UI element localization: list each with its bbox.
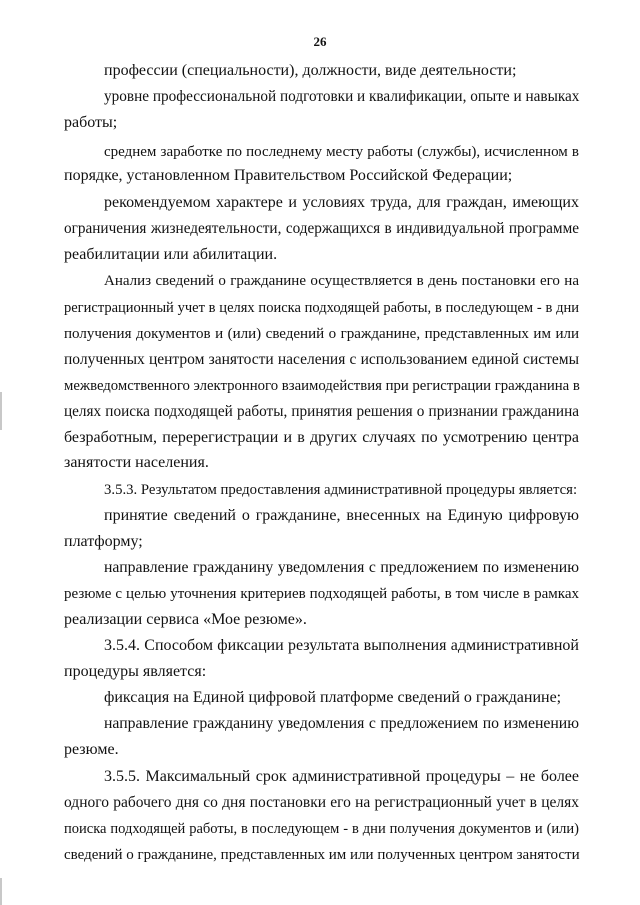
text-line: работы; <box>64 114 118 131</box>
text-line: сведений о гражданине, представленных им или полученных центром занятости <box>64 847 580 863</box>
text-line: направление гражданину уведомления с предложением по изменению <box>104 559 579 576</box>
scan-edge-mark <box>0 878 2 905</box>
text-line: процедуры является: <box>64 663 207 680</box>
scan-edge-mark <box>0 392 2 430</box>
text-line: среднем заработке по последнему месту работы (службы), исчисленном в <box>104 144 579 160</box>
text-line: ограничения жизнедеятельности, содержащихся в индивидуальной программе <box>64 220 579 237</box>
text-line: получения документов и (или) сведений о гражданине, представленных им или <box>64 326 579 342</box>
text-line: принятие сведений о гражданине, внесенных на Единую цифровую <box>104 507 579 524</box>
text-line: занятости населения. <box>64 454 209 471</box>
page-number: 26 <box>313 34 327 49</box>
text-line: 3.5.3. Результатом предоставления административной процедуры является: <box>104 482 578 498</box>
text-line: межведомственного электронного взаимодействия при регистрации гражданина в <box>64 378 580 394</box>
text-line: резюме. <box>64 741 119 758</box>
text-line: порядке, установленном Правительством Российской Федерации; <box>64 167 513 184</box>
text-line: реабилитации или абилитации. <box>64 246 278 263</box>
text-line: одного рабочего дня со дня постановки его на регистрационный учет в целях <box>64 794 579 811</box>
text-line: резюме с целью уточнения критериев подходящей работы, в том числе в рамках <box>64 586 579 602</box>
text-line: целях поиска подходящей работы, принятия решения о признании гражданина <box>64 403 579 420</box>
text-line: фиксация на Единой цифровой платформе сведений о гражданине; <box>104 689 562 706</box>
text-line: полученных центром занятости населения с использованием единой системы <box>64 351 579 368</box>
text-line: платформу; <box>64 533 143 550</box>
text-line: направление гражданину уведомления с предложением по изменению <box>104 715 579 732</box>
text-line: поиска подходящей работы, в последующем - в дни получения документов и (или) <box>64 821 579 837</box>
text-line: безработным, перерегистрации и в других случаях по усмотрению центра <box>64 429 579 446</box>
text-line: 3.5.5. Максимальный срок административной процедуры – не более <box>104 768 579 785</box>
text-line: уровне профессиональной подготовки и квалификации, опыте и навыках <box>104 88 580 105</box>
text-line: реализации сервиса «Мое резюме». <box>64 611 307 628</box>
text-line: рекомендуемом характере и условиях труда, для граждан, имеющих <box>104 194 579 211</box>
text-line: профессии (специальности), должности, виде деятельности; <box>104 62 517 79</box>
text-line: 3.5.4. Способом фиксации результата выполнения административной <box>104 637 579 654</box>
text-line: регистрационный учет в целях поиска подходящей работы, в последующем - в дни <box>64 300 579 316</box>
text-line: Анализ сведений о гражданине осуществляется в день постановки его на <box>104 273 579 289</box>
